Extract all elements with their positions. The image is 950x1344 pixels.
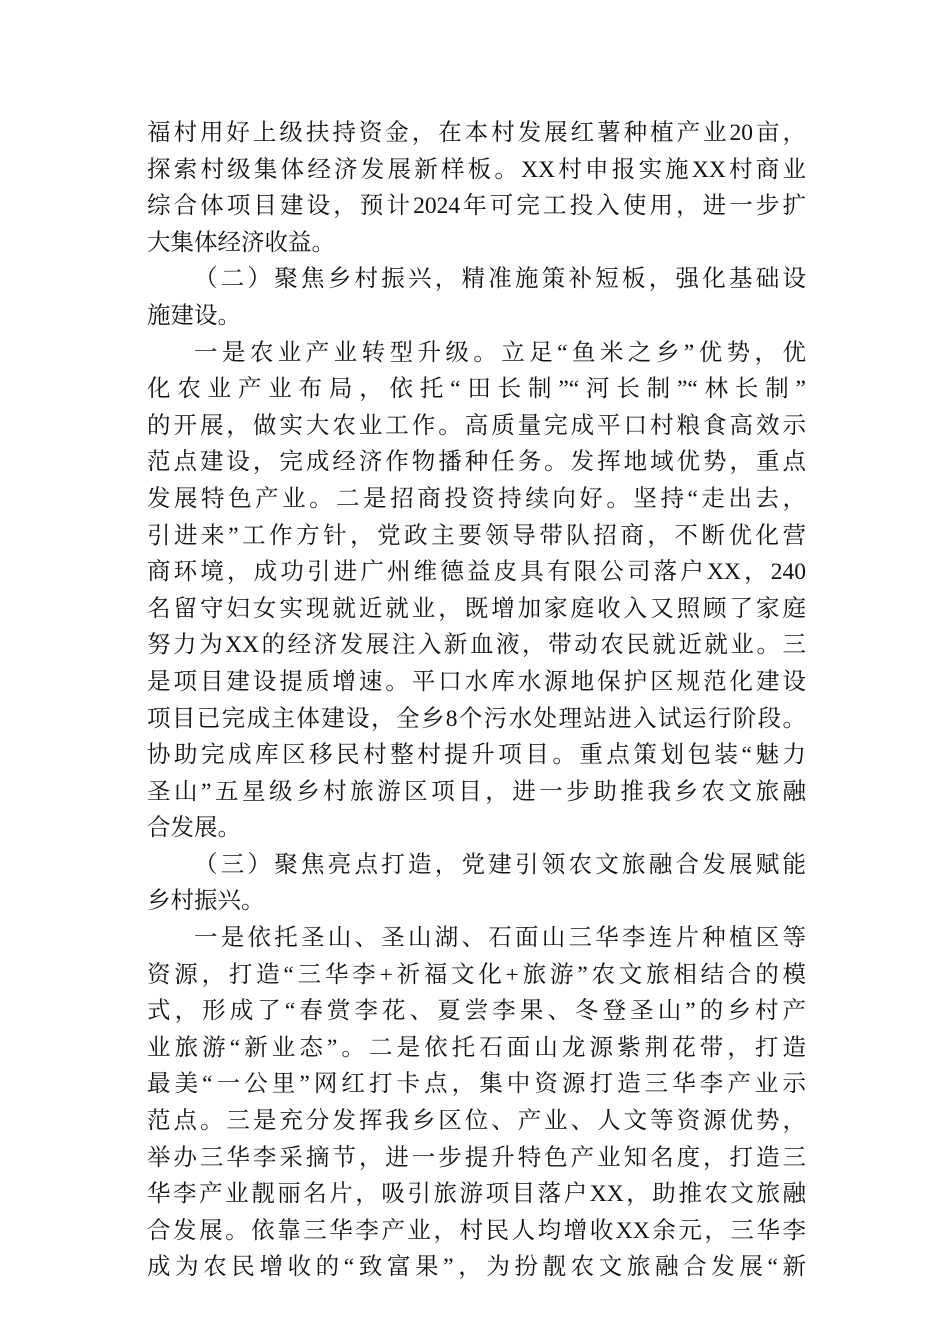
text-line: 是项目建设提质增速。平口水库水源地保护区规范化建设 — [147, 668, 806, 695]
text-line: 探索村级集体经济发展新样板。XX村申报实施XX村商业 — [147, 156, 806, 183]
text-line: 资源，打造“三华李+祈福文化+旅游”农文旅相结合的模 — [147, 961, 806, 988]
text-line: 引进来”工作方针，党政主要领导带队招商，不断优化营 — [147, 522, 806, 549]
text-line: 一是农业产业转型升级。立足“鱼米之乡”优势，优 — [194, 339, 806, 366]
text-line: 范点建设，完成经济作物播种任务。发挥地域优势，重点 — [147, 449, 806, 476]
text-line: 成为农民增收的“致富果”，为扮靓农文旅融合发展“新 — [147, 1254, 806, 1281]
text-line: （三）聚焦亮点打造，党建引领农文旅融合发展赋能 — [194, 851, 806, 878]
text-line: 发展特色产业。二是招商投资持续向好。坚持“走出去， — [147, 485, 806, 512]
text-line: 最美“一公里”网红打卡点，集中资源打造三华李产业示 — [147, 1071, 806, 1098]
text-line: 举办三华李采摘节，进一步提升特色产业知名度，打造三 — [147, 1144, 806, 1171]
text-line: 乡村振兴。 — [147, 888, 265, 915]
text-line: 施建设。 — [147, 302, 241, 329]
text-line: 业旅游“新业态”。二是依托石面山龙源紫荆花带，打造 — [147, 1034, 806, 1061]
text-line: 一是依托圣山、圣山湖、石面山三华李连片种植区等 — [194, 925, 806, 952]
text-line: 合发展。 — [147, 815, 241, 842]
text-line: 努力为XX的经济发展注入新血液，带动农民就近就业。三 — [147, 632, 806, 659]
text-line: 化农业产业布局，依托“田长制”“河长制”“林长制” — [147, 376, 806, 403]
text-line: 式，形成了“春赏李花、夏尝李果、冬登圣山”的乡村产 — [147, 998, 806, 1025]
text-line: 合发展。依靠三华李产业，村民人均增收XX余元，三华李 — [147, 1217, 806, 1244]
document-body — [147, 115, 806, 1286]
text-line: 商环境，成功引进广州维德益皮具有限公司落户XX，240 — [147, 559, 806, 586]
text-line: （二）聚焦乡村振兴，精准施策补短板，强化基础设 — [194, 266, 806, 293]
text-line: 综合体项目建设，预计2024年可完工投入使用，进一步扩 — [147, 193, 806, 220]
text-line: 项目已完成主体建设，全乡8个污水处理站进入试运行阶段。 — [147, 705, 806, 732]
text-line: 大集体经济收益。 — [147, 229, 335, 256]
text-line: 圣山”五星级乡村旅游区项目，进一步助推我乡农文旅融 — [147, 778, 806, 805]
text-line: 名留守妇女实现就近就业，既增加家庭收入又照顾了家庭 — [147, 595, 806, 622]
text-line: 的开展，做实大农业工作。高质量完成平口村粮食高效示 — [147, 412, 806, 439]
text-line: 福村用好上级扶持资金，在本村发展红薯种植产业20亩， — [147, 120, 806, 146]
text-line: 范点。三是充分发挥我乡区位、产业、人文等资源优势， — [147, 1108, 806, 1135]
text-line: 华李产业靓丽名片，吸引旅游项目落户XX，助推农文旅融 — [147, 1181, 806, 1208]
text-line: 协助完成库区移民村整村提升项目。重点策划包装“魅力 — [147, 742, 806, 769]
